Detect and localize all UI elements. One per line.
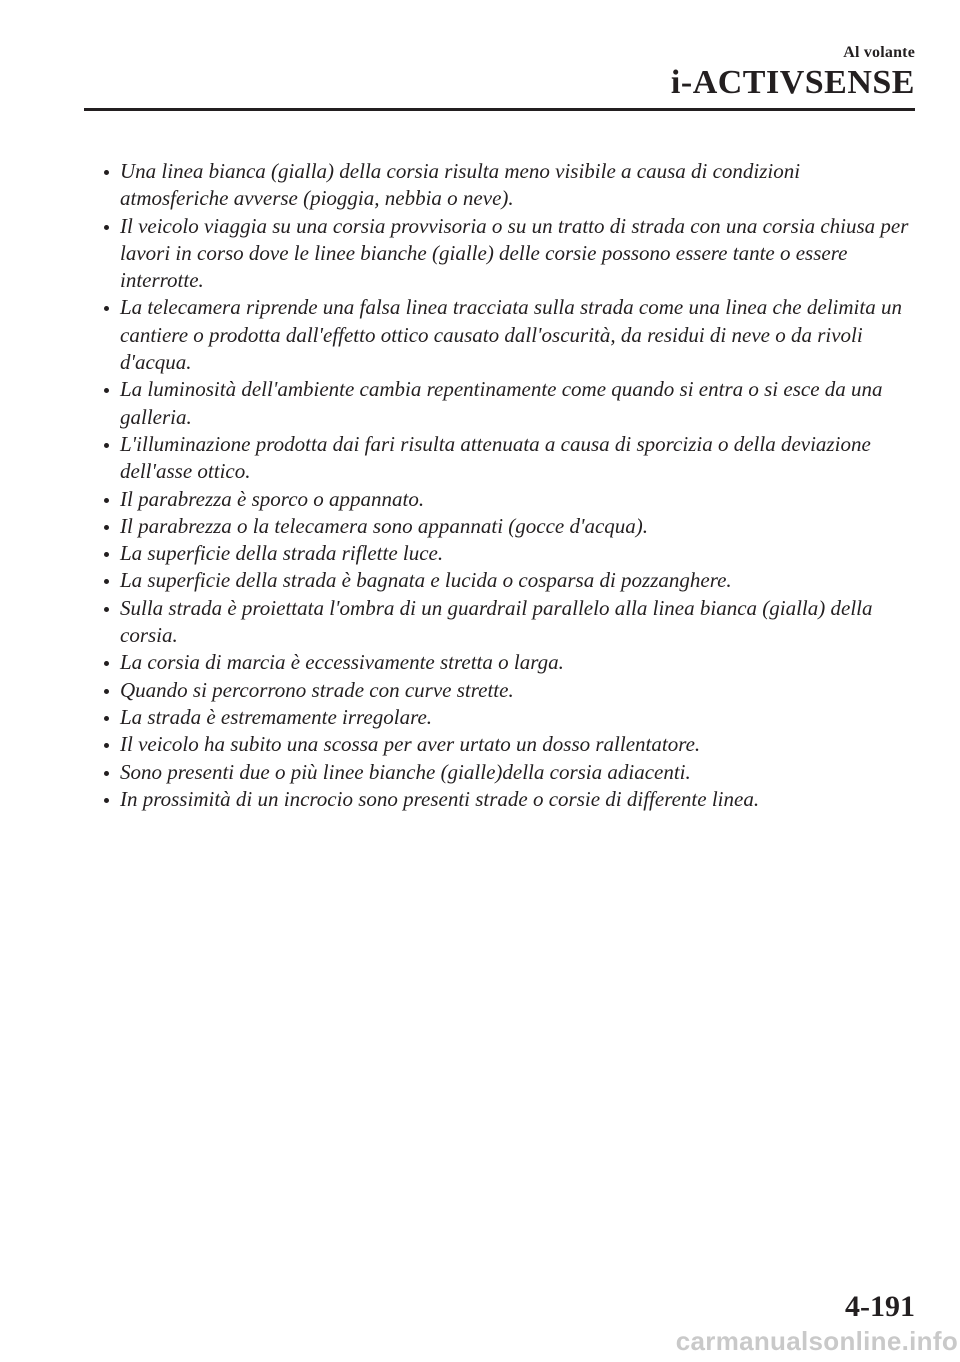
bullet-icon: [104, 661, 109, 666]
list-item-text: Una linea bianca (gialla) della corsia risulta meno visibile a causa di condizioni atmosferiche avverse (pioggia, nebbia o neve).: [120, 159, 801, 211]
list-item: [100, 677, 910, 704]
bullet-icon: [104, 579, 109, 584]
list-item-text: Il veicolo ha subito una scossa per aver urtato un dosso rallentatore.: [120, 732, 701, 757]
list-item-text: La superficie della strada è bagnata e lucida o cosparsa di pozzanghere.: [120, 568, 732, 593]
bullet-icon: [104, 225, 109, 230]
list-item: [100, 294, 910, 376]
list-item-text: Il parabrezza o la telecamera sono appannati (gocce d'acqua).: [120, 513, 649, 538]
header-divider: [84, 108, 915, 111]
bullet-icon: [104, 716, 109, 721]
bullet-icon: [104, 170, 109, 175]
list-item-text: La corsia di marcia è eccessivamente stretta o larga.: [120, 650, 564, 675]
list-item-text: La strada è estremamente irregolare.: [120, 704, 433, 729]
list-item: [100, 731, 910, 758]
section-label: Al volante: [843, 44, 915, 61]
chapter-title: i-ACTIVSENSE: [670, 64, 915, 101]
bullet-icon: [104, 443, 109, 448]
bullet-icon: [104, 743, 109, 748]
list-item-text: La luminosità dell'ambiente cambia repentinamente come quando si entra o si esce da una galleria.: [120, 377, 883, 429]
page-header: [671, 44, 915, 102]
bullet-icon: [104, 498, 109, 503]
list-item: [100, 540, 910, 567]
list-item: [100, 486, 910, 513]
bullet-icon: [104, 771, 109, 776]
bullet-icon: [104, 525, 109, 530]
bullet-icon: [104, 552, 109, 557]
list-item-text: La superficie della strada riflette luce.: [120, 541, 444, 566]
bullet-icon: [104, 388, 109, 393]
bullet-icon: [104, 607, 109, 612]
list-item-text: Quando si percorrono strade con curve strette.: [120, 677, 514, 702]
bullet-icon: [104, 306, 109, 311]
list-item: [100, 376, 910, 431]
list-item-text: Il parabrezza è sporco o appannato.: [120, 486, 425, 511]
list-item-text: Sulla strada è proiettata l'ombra di un guardrail parallelo alla linea bianca (gialla) della corsia.: [120, 595, 873, 648]
list-item: [100, 786, 910, 813]
list-item-text: Sono presenti due o più linee bianche (gialle)della corsia adiacenti.: [120, 759, 691, 784]
list-item-text: Il veicolo viaggia su una corsia provvisoria o su un tratto di strada con una corsia chiusa per lavori in corso dove le linee bianche (gialle) delle corsie possono essere tante o essere interrotte.: [120, 213, 909, 293]
bullet-icon: [104, 689, 109, 694]
page-number: 4-191: [845, 1290, 915, 1323]
bullet-list: [100, 158, 910, 813]
list-item-text: La telecamera riprende una falsa linea tracciata sulla strada come una linea che delimita un cantiere o prodotta dall'effetto ottico causato dall'oscurità, da residui di neve o da rivoli d'acqua.: [120, 295, 902, 375]
list-item: [100, 595, 910, 650]
list-item: [100, 431, 910, 486]
list-item: [100, 759, 910, 786]
bullet-icon: [104, 798, 109, 803]
list-item: [100, 513, 910, 540]
watermark: carmanualsonline.info: [675, 1326, 958, 1356]
list-item: [100, 158, 910, 213]
list-item: [100, 213, 910, 295]
list-item: [100, 567, 910, 594]
list-item: [100, 704, 910, 731]
list-item: [100, 649, 910, 676]
list-item-text: In prossimità di un incrocio sono presenti strade o corsie di differente linea.: [120, 786, 760, 811]
list-item-text: L'illuminazione prodotta dai fari risulta attenuata a causa di sporcizia o della deviazione dell'asse ottico.: [120, 431, 871, 484]
